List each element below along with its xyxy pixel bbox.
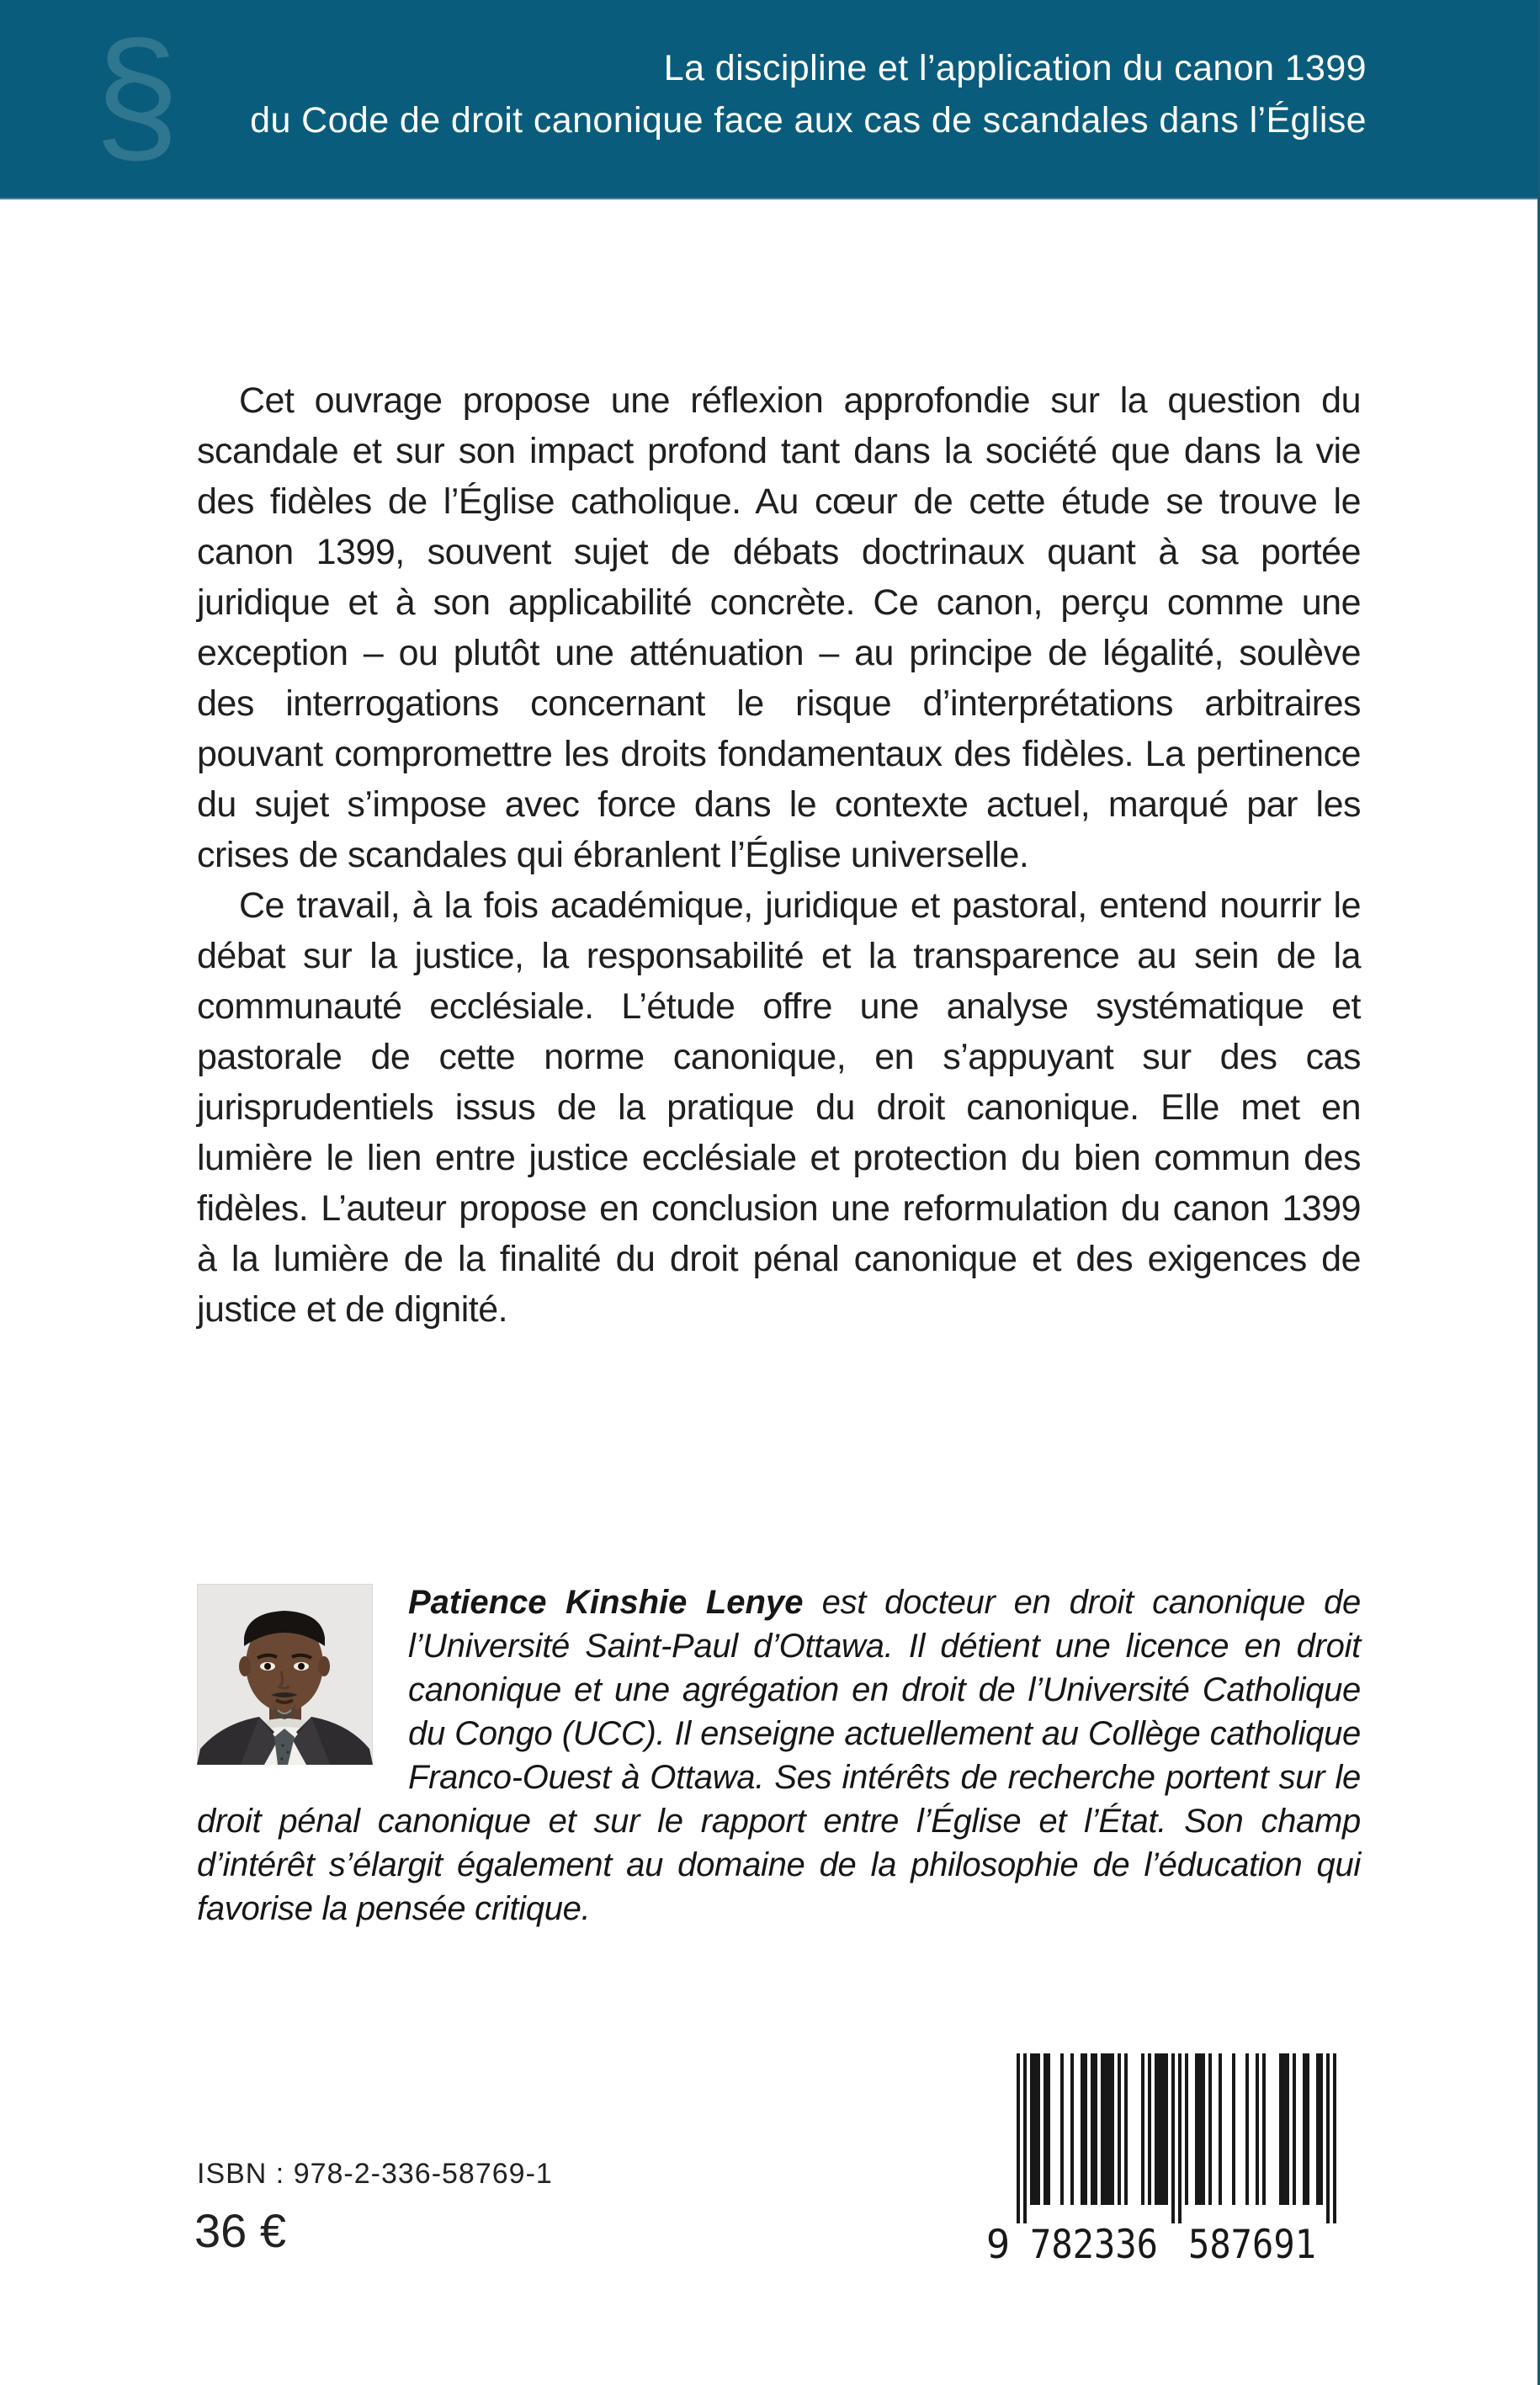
barcode-digits-left: 782336 [1030, 2222, 1158, 2264]
book-title-line1: La discipline et l’application du canon 1399 [663, 48, 1367, 88]
barcode-digits-right: 587691 [1188, 2222, 1316, 2264]
header-band [0, 0, 1540, 199]
book-title [185, 42, 1367, 146]
synopsis [197, 375, 1361, 1335]
author-bio-text: est docteur en droit canonique de l’Université Saint-Paul d’Ottawa. Il détient une licence en droit canonique et une agrégation en droit de l’Université Catholique du Congo (UCC). Il enseigne actuellement au Collège catholique Franco-Ouest à Ottawa. Ses intérêts de recherche portent sur le droit pénal canonique et sur le rapport entre l’Église et l’État. Son champ d’intérêt s’élargit également au domaine de la philosophie de l’éducation qui favorise la pensée critique. [197, 1584, 1361, 1927]
author-name: Patience Kinshie Lenye [408, 1584, 804, 1621]
section-symbol-icon: § [94, 9, 180, 181]
ean13-barcode [986, 2053, 1348, 2264]
author-section [197, 1580, 1361, 1931]
book-title-line2: du Code de droit canonique face aux cas de scandales dans l’Église [250, 100, 1367, 141]
isbn-text: ISBN : 978-2-336-58769-1 [197, 2158, 553, 2190]
barcode-digit-lead: 9 [986, 2222, 1011, 2264]
synopsis-paragraph-1: Cet ouvrage propose une réflexion approfondie sur la question du scandale et sur son impact profond tant dans la société que dans la vie des fidèles de l’Église catholique. Au cœur de cette étude se trouve le canon 1399, souvent sujet de débats doctrinaux quant à sa portée juridique et à son applicabilité concrète. Ce canon, perçu comme une exception – ou plutôt une atténuation – au principe de légalité, soulève des interrogations concernant le risque d’interprétations arbitraires pouvant compromettre les droits fondamentaux des fidèles. La pertinence du sujet s’impose avec force dans le contexte actuel, marqué par les crises de scandales qui ébranlent l’Église universelle. [197, 380, 1361, 875]
barcode-bars [1017, 2053, 1336, 2223]
price-text: 36 € [194, 2204, 286, 2257]
author-photo [197, 1584, 373, 1765]
synopsis-paragraph-2: Ce travail, à la fois académique, juridique et pastoral, entend nourrir le débat sur la justice, la responsabilité et la transparence au sein de la communauté ecclésiale. L’étude offre une analyse systématique et pastorale de cette norme canonique, en s’appuyant sur des cas jurisprudentiels issus de la pratique du droit canonique. Elle met en lumière le lien entre justice ecclésiale et protection du bien commun des fidèles. L’auteur propose en conclusion une reformulation du canon 1399 à la lumière de la finalité du droit pénal canonique et des exigences de justice et de dignité. [197, 885, 1361, 1330]
